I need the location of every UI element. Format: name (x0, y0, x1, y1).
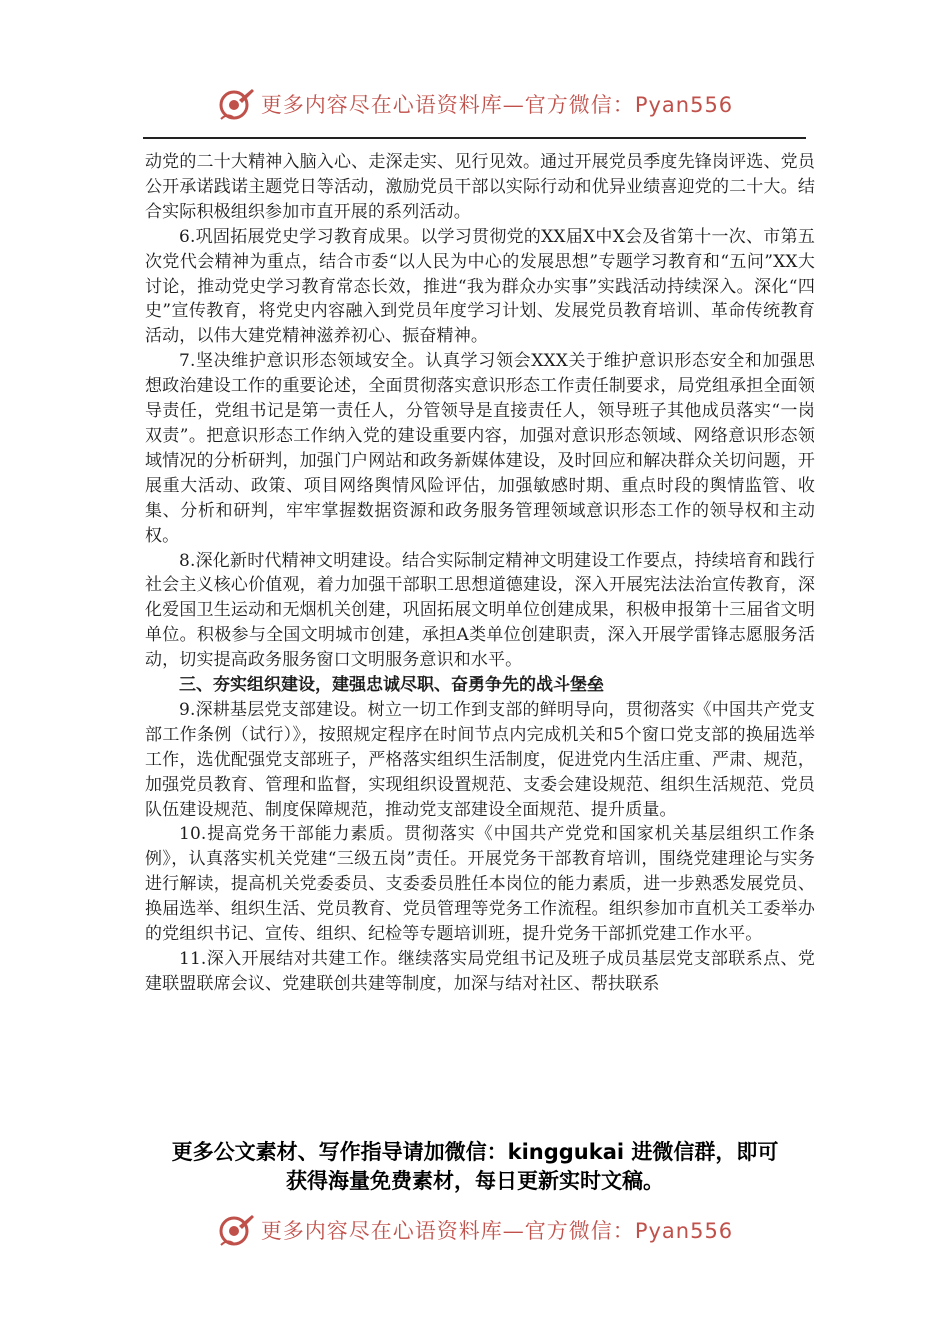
paragraph: 7.坚决维护意识形态领域安全。认真学习领会XXX关于维护意识形态安全和加强思想政治建设工作的重要论述，全面贯彻落实意识形态工作责任制要求，局党组承担全面领导责任，党组书记是第一责任人，分管领导是直接责任人，领导班子其他成员落实“一岗双责”。把意识形态工作纳入党的建设重要内容，加强对意识形态领域、网络意识形态领域情况的分析研判，加强门户网站和政务新媒体建设，及时回应和解决群众关切问题，开展重大活动、政策、项目网络舆情风险评估，加强敏感时期、重点时段的舆情监管、收集、分析和研判，牢牢掌握数据资源和政务服务管理领域意识形态工作的领导权和主动权。 (145, 351, 815, 546)
paragraph: 动党的二十大精神入脑入心、走深走实、见行见效。通过开展党员季度先锋岗评选、党员公开承诺践诺主题党日等活动，激励党员干部以实际行动和优异业绩喜迎党的二十大。结合实际积极组织参加市直开展的系列活动。 (145, 152, 815, 222)
footer-banner-text: 更多内容尽在心语资料库—官方微信：Pyan556 (260, 1219, 734, 1243)
header-divider (143, 137, 806, 139)
paragraph: 8.深化新时代精神文明建设。结合实际制定精神文明建设工作要点，持续培育和践行社会主义核心价值观，着力加强干部职工思想道德建设，深入开展宪法法治宣传教育，深化爱国卫生运动和无烟机关创建，巩固拓展文明单位创建成果，积极申报第十三届省文明单位。积极参与全国文明城市创建，承担A类单位创建职责，深入开展学雷锋志愿服务活动，切实提高政务服务窗口文明服务意识和水平。 (145, 550, 815, 671)
pen-circle-icon (217, 86, 255, 122)
header-banner (0, 82, 950, 126)
paragraph: 9.深耕基层党支部建设。树立一切工作到支部的鲜明导向，贯彻落实《中国共产党支部工作条例（试行）》，按照规定程序在时间节点内完成机关和5个窗口党支部的换届选举工作，选优配强党支部班子，严格落实组织生活制度，促进党内生活庄重、严肃、规范，加强党员教育、管理和监督，实现组织设置规范、支委会建设规范、组织生活规范、党员队伍建设规范、制度保障规范，推动党支部建设全面规范、提升质量。 (145, 699, 815, 820)
header-banner-text: 更多内容尽在心语资料库—官方微信：Pyan556 (260, 93, 734, 117)
promo-line-2: 获得海量免费素材，每日更新实时文稿。 (286, 1169, 664, 1193)
promo-line-1: 更多公文素材、写作指导请加微信：kinggukai 进微信群，即可 (171, 1140, 779, 1164)
promo-notice (0, 1138, 950, 1196)
footer-banner (0, 1208, 950, 1252)
paragraph: 6.巩固拓展党史学习教育成果。以学习贯彻党的XX届X中X会及省第十一次、市第五次党代会精神为重点，结合市委“以人民为中心的发展思想”专题学习教育和“五问”XX大讨论，推动党史学习教育常态长效，推进“我为群众办实事”实践活动持续深入。深化“四史”宣传教育，将党史内容融入到党员年度学习计划、发展党员教育培训、革命传统教育活动，以伟大建党精神滋养初心、振奋精神。 (145, 226, 815, 347)
section-heading: 三、夯实组织建设，建强忠诚尽职、奋勇争先的战斗堡垒 (179, 675, 604, 696)
document-body (145, 150, 815, 1110)
pen-circle-icon (217, 1212, 255, 1248)
paragraph: 10.提高党务干部能力素质。贯彻落实《中国共产党党和国家机关基层组织工作条例》，认真落实机关党建“三级五岗”责任。开展党务干部教育培训，围绕党建理论与实务进行解读，提高机关党委委员、支委委员胜任本岗位的能力素质，进一步熟悉发展党员、换届选举、组织生活、党员教育、党员管理等党务工作流程。组织参加市直机关工委举办的党组织书记、宣传、组织、纪检等专题培训班，提升党务干部抓党建工作水平。 (145, 824, 815, 945)
paragraph: 11.深入开展结对共建工作。继续落实局党组书记及班子成员基层党支部联系点、党建联盟联席会议、党建联创共建等制度，加深与结对社区、帮扶联系 (145, 949, 815, 994)
